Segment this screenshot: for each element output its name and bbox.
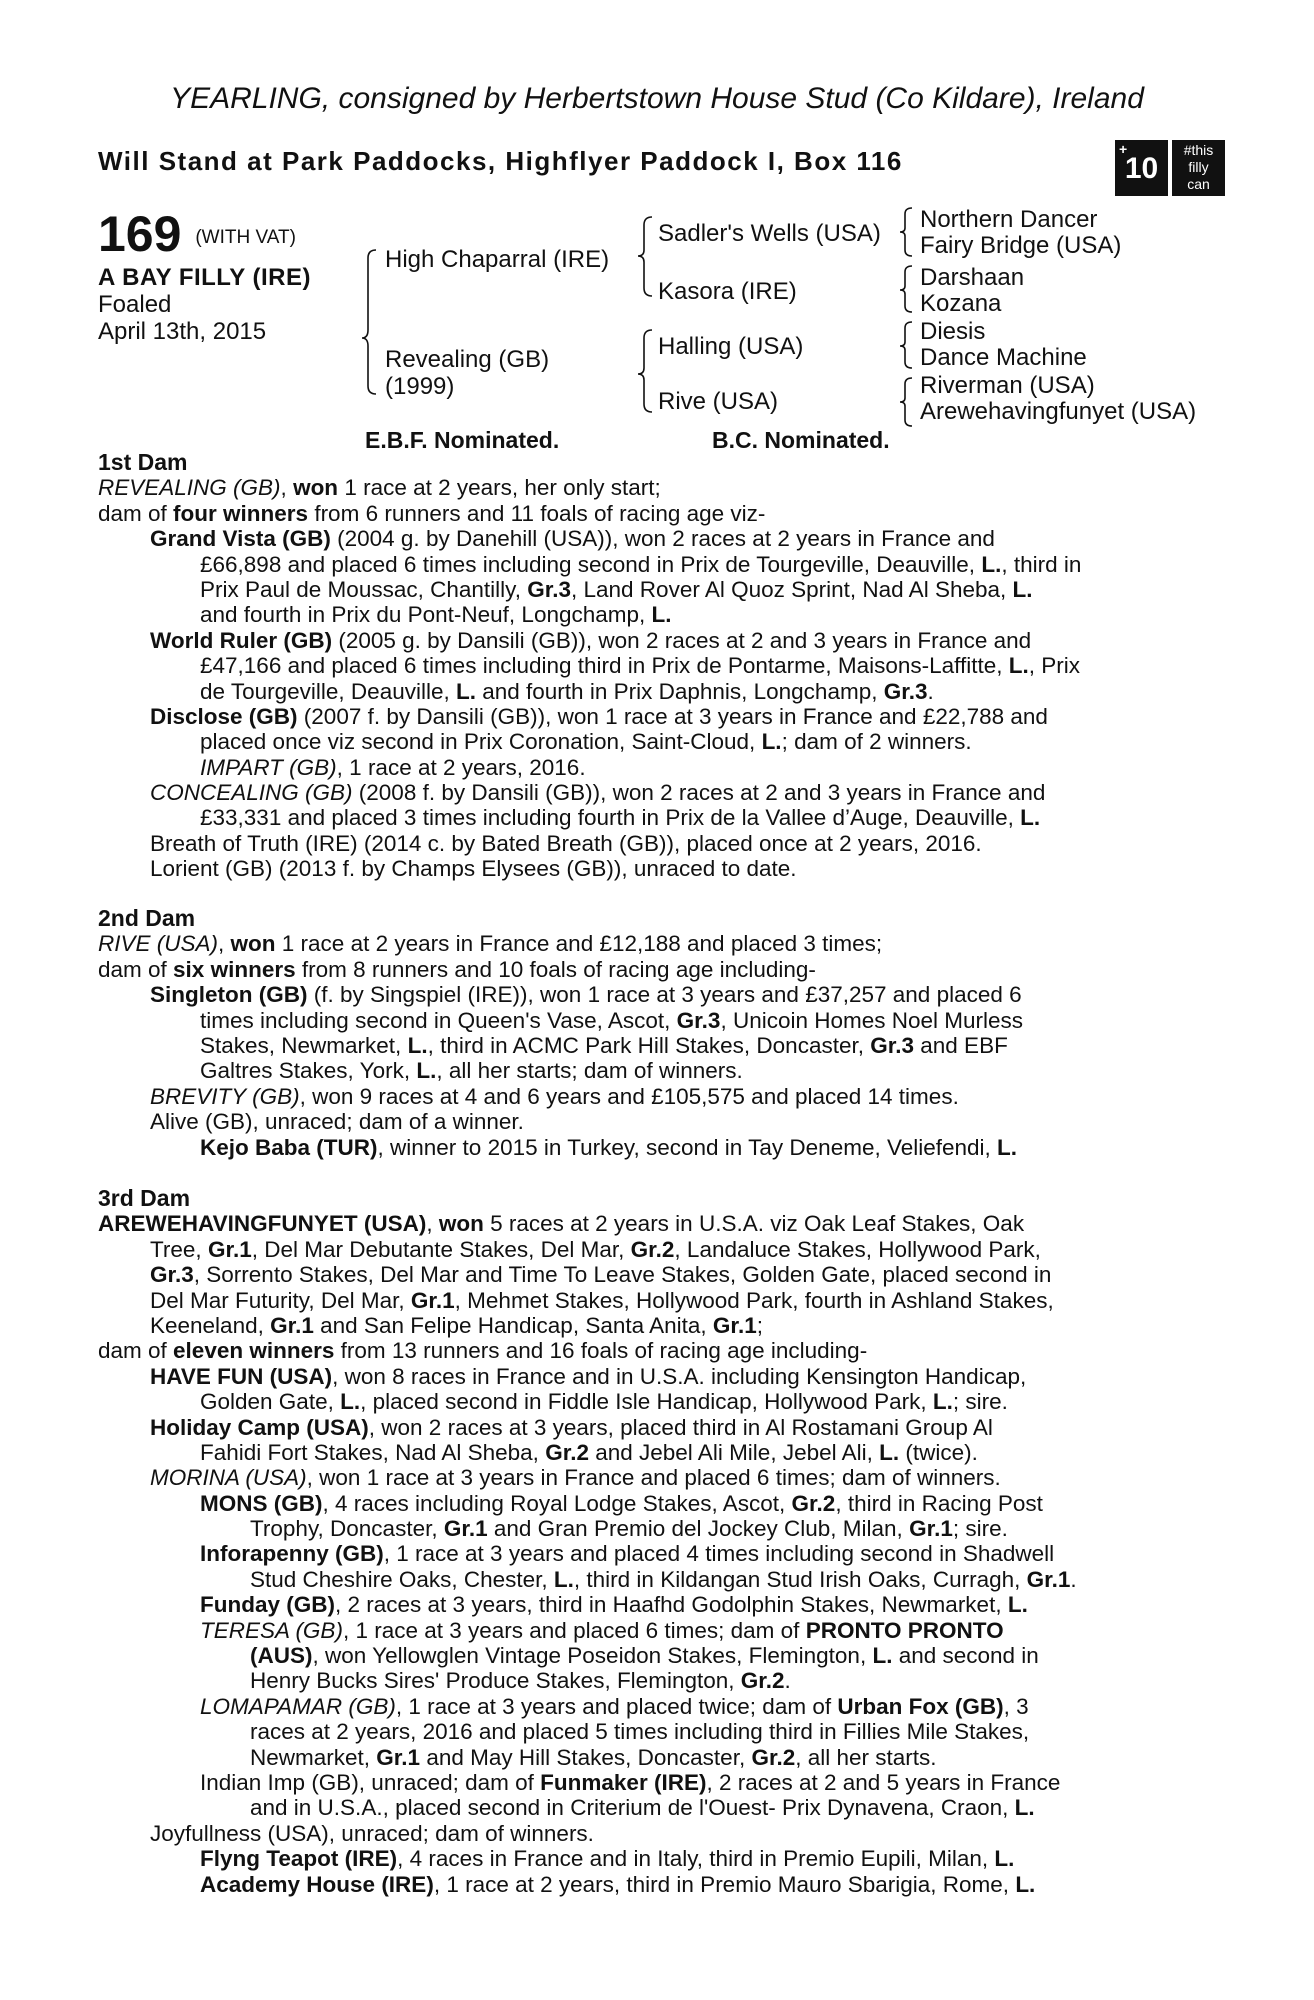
produce-entry: Joyfullness (USA), unraced; dam of winners. (150, 1820, 594, 1846)
produce-entry: MONS (GB), 4 races including Royal Lodge Stakes, Ascot, Gr.2, third in Racing Post (200, 1490, 1043, 1516)
produce-entry-cont: Stakes, Newmarket, L., third in ACMC Park Hill Stakes, Doncaster, Gr.3 and EBF (200, 1032, 1008, 1058)
foaled-date: April 13th, 2015 (98, 318, 267, 345)
produce-entry: Lorient (GB) (2013 f. by Champs Elysees (GB)), unraced to date. (150, 856, 797, 882)
bc-nominated: B.C. Nominated. (712, 427, 890, 453)
produce-entry: Indian Imp (GB), unraced; dam of Funmaker (IRE), 2 races at 2 and 5 years in France (200, 1769, 1061, 1795)
produce-entry: Grand Vista (GB) (2004 g. by Danehill (USA)), won 2 races at 2 years in France and (150, 526, 995, 552)
produce-entry-cont: Prix Paul de Moussac, Chantilly, Gr.3, Land Rover Al Quoz Sprint, Nad Al Sheba, L. (200, 576, 1033, 602)
pedigree-brackets (0, 0, 1314, 460)
produce-entry: IMPART (GB), 1 race at 2 years, 2016. (200, 754, 586, 780)
produce-entry-cont: Newmarket, Gr.1 and May Hill Stakes, Doncaster, Gr.2, all her starts. (250, 1744, 937, 1770)
vat-label: (WITH VAT) (195, 226, 296, 248)
ancestor-7: Riverman (USA) (920, 372, 1095, 399)
sire-sire: Sadler's Wells (USA) (658, 220, 881, 247)
produce-entry: Funday (GB), 2 races at 3 years, third in Haafhd Godolphin Stakes, Newmarket, L. (200, 1592, 1028, 1618)
produce-entry-cont: Henry Bucks Sires' Produce Stakes, Flemington, Gr.2. (250, 1668, 791, 1694)
dam-record-cont: Del Mar Futurity, Del Mar, Gr.1, Mehmet Stakes, Hollywood Park, fourth in Ashland Stakes, (150, 1287, 1054, 1313)
produce-entry: CONCEALING (GB) (2008 f. by Dansili (GB)), won 2 races at 2 and 3 years in France and (150, 780, 1046, 806)
dam-year: (1999) (385, 373, 455, 400)
third-dam-heading: 3rd Dam (98, 1185, 191, 1211)
sire: High Chaparral (IRE) (385, 246, 610, 273)
second-dam-heading: 2nd Dam (98, 905, 196, 931)
produce-entry: Academy House (IRE), 1 race at 2 years, third in Premio Mauro Sbarigia, Rome, L. (200, 1871, 1036, 1897)
first-dam-section (98, 450, 1258, 882)
produce-entry-cont: placed once viz second in Prix Coronation, Saint-Cloud, L.; dam of 2 winners. (200, 729, 972, 755)
produce-entry-cont: Trophy, Doncaster, Gr.1 and Gran Premio del Jockey Club, Milan, Gr.1; sire. (250, 1516, 1008, 1542)
this-filly-can-tag: #this filly can (1172, 140, 1225, 196)
foaled-label: Foaled (98, 291, 172, 318)
produce-entry: TERESA (GB), 1 race at 3 years and placed 6 times; dam of PRONTO PRONTO (200, 1617, 1004, 1643)
ancestor-2: Fairy Bridge (USA) (920, 232, 1122, 259)
produce-entry-cont: and fourth in Prix du Pont-Neuf, Longchamp, L. (200, 602, 672, 628)
plus-ten-badge: + 10 (1115, 140, 1168, 196)
dam-record: RIVE (USA), won 1 race at 2 years in France and £12,188 and placed 3 times; (98, 931, 883, 957)
ancestor-8: Arewehavingfunyet (USA) (920, 398, 1197, 425)
produce-entry-cont: £47,166 and placed 6 times including third in Prix de Pontarme, Maisons-Laffitte, L., Prix (200, 653, 1081, 679)
lot-number: 169 (98, 206, 182, 262)
produce-entry: BREVITY (GB), won 9 races at 4 and 6 years and £105,575 and placed 14 times. (150, 1083, 959, 1109)
produce-entry: MORINA (USA), won 1 race at 3 years in France and placed 6 times; dam of winners. (150, 1465, 1001, 1491)
dam-produce-summary: dam of eleven winners from 13 runners and 16 foals of racing age including- (98, 1338, 868, 1364)
produce-entry-cont: £33,331 and placed 3 times including fourth in Prix de la Vallee d’Auge, Deauville, L. (200, 805, 1041, 831)
produce-entry-cont: and in U.S.A., placed second in Criterium de l'Ouest- Prix Dynavena, Craon, L. (250, 1795, 1035, 1821)
stand-location: Will Stand at Park Paddocks, Highflyer Paddock I, Box 116 (98, 146, 903, 176)
lot-name: A BAY FILLY (IRE) (98, 264, 311, 291)
produce-entry: Kejo Baba (TUR), winner to 2015 in Turkey, second in Tay Deneme, Veliefendi, L. (200, 1134, 1018, 1160)
dam-record-cont: Tree, Gr.1, Del Mar Debutante Stakes, Del Mar, Gr.2, Landaluce Stakes, Hollywood Park, (150, 1236, 1041, 1262)
produce-entry: HAVE FUN (USA), won 8 races in France and in U.S.A. including Kensington Handicap, (150, 1363, 1027, 1389)
produce-entry: LOMAPAMAR (GB), 1 race at 3 years and placed twice; dam of Urban Fox (GB), 3 (200, 1693, 1029, 1719)
ancestor-3: Darshaan (920, 264, 1025, 291)
dam: Revealing (GB) (385, 346, 550, 373)
produce-entry: Singleton (GB) (f. by Singspiel (IRE)), won 1 race at 3 years and £37,257 and placed 6 (150, 982, 1022, 1008)
produce-entry: Breath of Truth (IRE) (2014 c. by Bated Breath (GB)), placed once at 2 years, 2016. (150, 830, 982, 856)
produce-entry-cont: times including second in Queen's Vase, Ascot, Gr.3, Unicoin Homes Noel Murless (200, 1007, 1024, 1033)
dam-produce-summary: dam of six winners from 8 runners and 10 foals of racing age including- (98, 956, 816, 982)
ebf-nominated: E.B.F. Nominated. (365, 427, 560, 453)
ancestor-6: Dance Machine (920, 344, 1087, 371)
dam-produce-summary: dam of four winners from 6 runners and 11 foals of racing age viz- (98, 500, 766, 526)
first-dam-heading: 1st Dam (98, 449, 188, 475)
dam-sire: Halling (USA) (658, 333, 804, 360)
dam-dam: Rive (USA) (658, 388, 779, 415)
produce-entry: World Ruler (GB) (2005 g. by Dansili (GB)), won 2 races at 2 and 3 years in France and (150, 627, 1032, 653)
dam-record: REVEALING (GB), won 1 race at 2 years, her only start; (98, 475, 661, 501)
produce-entry: Flyng Teapot (IRE), 4 races in France and in Italy, third in Premio Eupili, Milan, L. (200, 1846, 1015, 1872)
second-dam-section (98, 906, 1258, 1160)
produce-entry: Inforapenny (GB), 1 race at 3 years and placed 4 times including second in Shadwell (200, 1541, 1055, 1567)
produce-entry-cont: £66,898 and placed 6 times including second in Prix de Tourgeville, Deauville, L., third in (200, 551, 1082, 577)
produce-entry-cont: Fahidi Fort Stakes, Nad Al Sheba, Gr.2 and Jebel Ali Mile, Jebel Ali, L. (twice). (200, 1439, 978, 1465)
ancestor-5: Diesis (920, 318, 986, 345)
produce-entry-cont: de Tourgeville, Deauville, L. and fourth in Prix Daphnis, Longchamp, Gr.3. (200, 678, 934, 704)
produce-entry: Disclose (GB) (2007 f. by Dansili (GB)), won 1 race at 3 years in France and £22,788 and (150, 703, 1048, 729)
ancestor-1: Northern Dancer (920, 206, 1098, 233)
dam-record: AREWEHAVINGFUNYET (USA), won 5 races at 2 years in U.S.A. viz Oak Leaf Stakes, Oak (98, 1211, 1025, 1237)
dam-record-cont: Keeneland, Gr.1 and San Felipe Handicap, Santa Anita, Gr.1; (150, 1312, 763, 1338)
produce-entry: Holiday Camp (USA), won 2 races at 3 years, placed third in Al Rostamani Group Al (150, 1414, 993, 1440)
sire-dam: Kasora (IRE) (658, 278, 797, 305)
produce-entry: Alive (GB), unraced; dam of a winner. (150, 1109, 524, 1135)
produce-entry-cont: races at 2 years, 2016 and placed 5 times including third in Fillies Mile Stakes, (250, 1719, 1030, 1745)
produce-entry-cont: Galtres Stakes, York, L., all her starts; dam of winners. (200, 1058, 743, 1084)
produce-entry-cont: Stud Cheshire Oaks, Chester, L., third in Kildangan Stud Irish Oaks, Curragh, Gr.1. (250, 1566, 1077, 1592)
dam-record-cont: Gr.3, Sorrento Stakes, Del Mar and Time To Leave Stakes, Golden Gate, placed second in (150, 1262, 1052, 1288)
produce-entry-cont: Golden Gate, L., placed second in Fiddle Isle Handicap, Hollywood Park, L.; sire. (200, 1389, 1008, 1415)
third-dam-section (98, 1186, 1258, 1897)
page-title: YEARLING, consigned by Herbertstown House Stud (Co Kildare), Ireland (170, 82, 1144, 115)
produce-entry-cont: (AUS), won Yellowglen Vintage Poseidon Stakes, Flemington, L. and second in (250, 1643, 1039, 1669)
ancestor-4: Kozana (920, 290, 1002, 317)
